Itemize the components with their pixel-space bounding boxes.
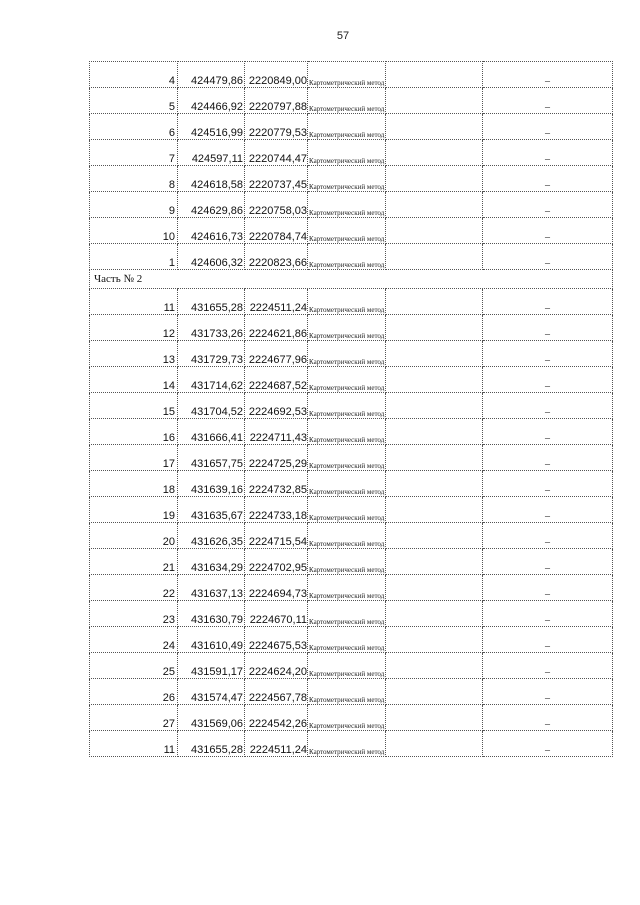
accuracy-cell: – xyxy=(483,88,613,114)
empty-cell xyxy=(386,114,483,140)
x-coordinate-cell: 431634,29 xyxy=(178,549,245,575)
x-coordinate-cell: 431639,16 xyxy=(178,471,245,497)
table-row xyxy=(90,549,613,575)
point-number-cell: 9 xyxy=(90,192,178,218)
x-coordinate-cell: 431657,75 xyxy=(178,445,245,471)
page-number: 57 xyxy=(336,30,350,42)
method-cell: Картометрический метод xyxy=(308,575,386,601)
x-coordinate-cell: 431630,79 xyxy=(178,601,245,627)
method-cell: Картометрический метод xyxy=(308,166,386,192)
method-cell: Картометрический метод xyxy=(308,419,386,445)
method-cell: Картометрический метод xyxy=(308,367,386,393)
empty-cell xyxy=(386,679,483,705)
y-coordinate-cell: 2224732,85 xyxy=(245,471,308,497)
method-cell: Картометрический метод xyxy=(308,140,386,166)
table-row xyxy=(90,166,613,192)
y-coordinate-cell: 2224715,54 xyxy=(245,523,308,549)
x-coordinate-cell: 431655,28 xyxy=(178,731,245,757)
accuracy-cell: – xyxy=(483,218,613,244)
accuracy-cell: – xyxy=(483,244,613,270)
empty-cell xyxy=(386,627,483,653)
point-number-cell: 5 xyxy=(90,88,178,114)
table-row xyxy=(90,62,613,88)
x-coordinate-cell: 424466,92 xyxy=(178,88,245,114)
x-coordinate-cell: 431569,06 xyxy=(178,705,245,731)
method-cell: Картометрический метод xyxy=(308,289,386,315)
point-number-cell: 11 xyxy=(90,731,178,757)
table-row xyxy=(90,523,613,549)
y-coordinate-cell: 2224675,53 xyxy=(245,627,308,653)
accuracy-cell: – xyxy=(483,114,613,140)
accuracy-cell: – xyxy=(483,549,613,575)
empty-cell xyxy=(386,653,483,679)
empty-cell xyxy=(386,523,483,549)
x-coordinate-cell: 431733,26 xyxy=(178,315,245,341)
accuracy-cell: – xyxy=(483,601,613,627)
table-row xyxy=(90,244,613,270)
empty-cell xyxy=(386,218,483,244)
method-cell: Картометрический метод xyxy=(308,88,386,114)
y-coordinate-cell: 2224567,78 xyxy=(245,679,308,705)
x-coordinate-cell: 431729,73 xyxy=(178,341,245,367)
method-cell: Картометрический метод xyxy=(308,192,386,218)
empty-cell xyxy=(386,166,483,192)
empty-cell xyxy=(386,471,483,497)
y-coordinate-cell: 2224621,86 xyxy=(245,315,308,341)
point-number-cell: 24 xyxy=(90,627,178,653)
method-cell: Картометрический метод xyxy=(308,601,386,627)
method-cell: Картометрический метод xyxy=(308,497,386,523)
section-header-body xyxy=(90,270,613,289)
x-coordinate-cell: 424597,11 xyxy=(178,140,245,166)
accuracy-cell: – xyxy=(483,445,613,471)
method-cell: Картометрический метод xyxy=(308,393,386,419)
part1-body xyxy=(90,62,613,270)
empty-cell xyxy=(386,62,483,88)
section-header-row xyxy=(90,270,613,289)
point-number-cell: 10 xyxy=(90,218,178,244)
section-label: Часть № 2 xyxy=(90,270,613,289)
empty-cell xyxy=(386,140,483,166)
table-row xyxy=(90,192,613,218)
x-coordinate-cell: 424606,32 xyxy=(178,244,245,270)
empty-cell xyxy=(386,445,483,471)
method-cell: Картометрический метод xyxy=(308,218,386,244)
method-cell: Картометрический метод xyxy=(308,341,386,367)
point-number-cell: 23 xyxy=(90,601,178,627)
method-cell: Картометрический метод xyxy=(308,731,386,757)
coordinates-table xyxy=(89,61,613,757)
y-coordinate-cell: 2220744,47 xyxy=(245,140,308,166)
x-coordinate-cell: 431610,49 xyxy=(178,627,245,653)
x-coordinate-cell: 431714,62 xyxy=(178,367,245,393)
accuracy-cell: – xyxy=(483,731,613,757)
x-coordinate-cell: 431666,41 xyxy=(178,419,245,445)
y-coordinate-cell: 2224511,24 xyxy=(245,731,308,757)
method-cell: Картометрический метод xyxy=(308,114,386,140)
accuracy-cell: – xyxy=(483,419,613,445)
accuracy-cell: – xyxy=(483,140,613,166)
table-row xyxy=(90,341,613,367)
table-row xyxy=(90,731,613,757)
point-number-cell: 25 xyxy=(90,653,178,679)
method-cell: Картометрический метод xyxy=(308,549,386,575)
y-coordinate-cell: 2224511,24 xyxy=(245,289,308,315)
table-row xyxy=(90,627,613,653)
x-coordinate-cell: 431704,52 xyxy=(178,393,245,419)
point-number-cell: 6 xyxy=(90,114,178,140)
y-coordinate-cell: 2220797,88 xyxy=(245,88,308,114)
accuracy-cell: – xyxy=(483,367,613,393)
empty-cell xyxy=(386,289,483,315)
method-cell: Картометрический метод xyxy=(308,523,386,549)
y-coordinate-cell: 2220784,74 xyxy=(245,218,308,244)
empty-cell xyxy=(386,497,483,523)
accuracy-cell: – xyxy=(483,575,613,601)
accuracy-cell: – xyxy=(483,192,613,218)
y-coordinate-cell: 2220779,53 xyxy=(245,114,308,140)
method-cell: Картометрический метод xyxy=(308,705,386,731)
x-coordinate-cell: 431591,17 xyxy=(178,653,245,679)
x-coordinate-cell: 424618,58 xyxy=(178,166,245,192)
table-row xyxy=(90,471,613,497)
accuracy-cell: – xyxy=(483,627,613,653)
part2-body xyxy=(90,289,613,757)
table-row xyxy=(90,367,613,393)
accuracy-cell: – xyxy=(483,341,613,367)
table-row xyxy=(90,679,613,705)
table-row xyxy=(90,653,613,679)
point-number-cell: 7 xyxy=(90,140,178,166)
x-coordinate-cell: 431574,47 xyxy=(178,679,245,705)
point-number-cell: 13 xyxy=(90,341,178,367)
point-number-cell: 14 xyxy=(90,367,178,393)
accuracy-cell: – xyxy=(483,393,613,419)
y-coordinate-cell: 2220758,03 xyxy=(245,192,308,218)
table-row xyxy=(90,289,613,315)
empty-cell xyxy=(386,341,483,367)
method-cell: Картометрический метод xyxy=(308,679,386,705)
accuracy-cell: – xyxy=(483,289,613,315)
y-coordinate-cell: 2224542,26 xyxy=(245,705,308,731)
x-coordinate-cell: 431626,35 xyxy=(178,523,245,549)
y-coordinate-cell: 2224733,18 xyxy=(245,497,308,523)
empty-cell xyxy=(386,731,483,757)
y-coordinate-cell: 2224725,29 xyxy=(245,445,308,471)
method-cell: Картометрический метод xyxy=(308,627,386,653)
table-row xyxy=(90,445,613,471)
point-number-cell: 11 xyxy=(90,289,178,315)
table-row xyxy=(90,140,613,166)
point-number-cell: 22 xyxy=(90,575,178,601)
method-cell: Картометрический метод xyxy=(308,62,386,88)
x-coordinate-cell: 424629,86 xyxy=(178,192,245,218)
table-row xyxy=(90,88,613,114)
y-coordinate-cell: 2220737,45 xyxy=(245,166,308,192)
empty-cell xyxy=(386,601,483,627)
y-coordinate-cell: 2224624,20 xyxy=(245,653,308,679)
point-number-cell: 19 xyxy=(90,497,178,523)
point-number-cell: 18 xyxy=(90,471,178,497)
accuracy-cell: – xyxy=(483,523,613,549)
table-row xyxy=(90,315,613,341)
y-coordinate-cell: 2224711,43 xyxy=(245,419,308,445)
y-coordinate-cell: 2224692,53 xyxy=(245,393,308,419)
y-coordinate-cell: 2220823,66 xyxy=(245,244,308,270)
point-number-cell: 26 xyxy=(90,679,178,705)
point-number-cell: 20 xyxy=(90,523,178,549)
point-number-cell: 1 xyxy=(90,244,178,270)
accuracy-cell: – xyxy=(483,497,613,523)
method-cell: Картометрический метод xyxy=(308,471,386,497)
empty-cell xyxy=(386,244,483,270)
empty-cell xyxy=(386,88,483,114)
point-number-cell: 4 xyxy=(90,62,178,88)
accuracy-cell: – xyxy=(483,653,613,679)
y-coordinate-cell: 2224677,96 xyxy=(245,341,308,367)
point-number-cell: 15 xyxy=(90,393,178,419)
table-row xyxy=(90,114,613,140)
method-cell: Картометрический метод xyxy=(308,315,386,341)
method-cell: Картометрический метод xyxy=(308,653,386,679)
point-number-cell: 27 xyxy=(90,705,178,731)
point-number-cell: 16 xyxy=(90,419,178,445)
table-row xyxy=(90,393,613,419)
table-row xyxy=(90,705,613,731)
x-coordinate-cell: 424616,73 xyxy=(178,218,245,244)
point-number-cell: 12 xyxy=(90,315,178,341)
table-row xyxy=(90,497,613,523)
accuracy-cell: – xyxy=(483,679,613,705)
empty-cell xyxy=(386,419,483,445)
point-number-cell: 21 xyxy=(90,549,178,575)
accuracy-cell: – xyxy=(483,471,613,497)
table-row xyxy=(90,419,613,445)
point-number-cell: 8 xyxy=(90,166,178,192)
x-coordinate-cell: 424516,99 xyxy=(178,114,245,140)
x-coordinate-cell: 431637,13 xyxy=(178,575,245,601)
table-row xyxy=(90,575,613,601)
table-row xyxy=(90,601,613,627)
accuracy-cell: – xyxy=(483,315,613,341)
y-coordinate-cell: 2224694,73 xyxy=(245,575,308,601)
x-coordinate-cell: 431655,28 xyxy=(178,289,245,315)
point-number-cell: 17 xyxy=(90,445,178,471)
y-coordinate-cell: 2224702,95 xyxy=(245,549,308,575)
accuracy-cell: – xyxy=(483,166,613,192)
table-row xyxy=(90,218,613,244)
empty-cell xyxy=(386,367,483,393)
y-coordinate-cell: 2224670,11 xyxy=(245,601,308,627)
empty-cell xyxy=(386,393,483,419)
accuracy-cell: – xyxy=(483,705,613,731)
y-coordinate-cell: 2220849,00 xyxy=(245,62,308,88)
method-cell: Картометрический метод xyxy=(308,244,386,270)
empty-cell xyxy=(386,315,483,341)
x-coordinate-cell: 431635,67 xyxy=(178,497,245,523)
empty-cell xyxy=(386,192,483,218)
x-coordinate-cell: 424479,86 xyxy=(178,62,245,88)
empty-cell xyxy=(386,549,483,575)
method-cell: Картометрический метод xyxy=(308,445,386,471)
empty-cell xyxy=(386,705,483,731)
empty-cell xyxy=(386,575,483,601)
accuracy-cell: – xyxy=(483,62,613,88)
y-coordinate-cell: 2224687,52 xyxy=(245,367,308,393)
